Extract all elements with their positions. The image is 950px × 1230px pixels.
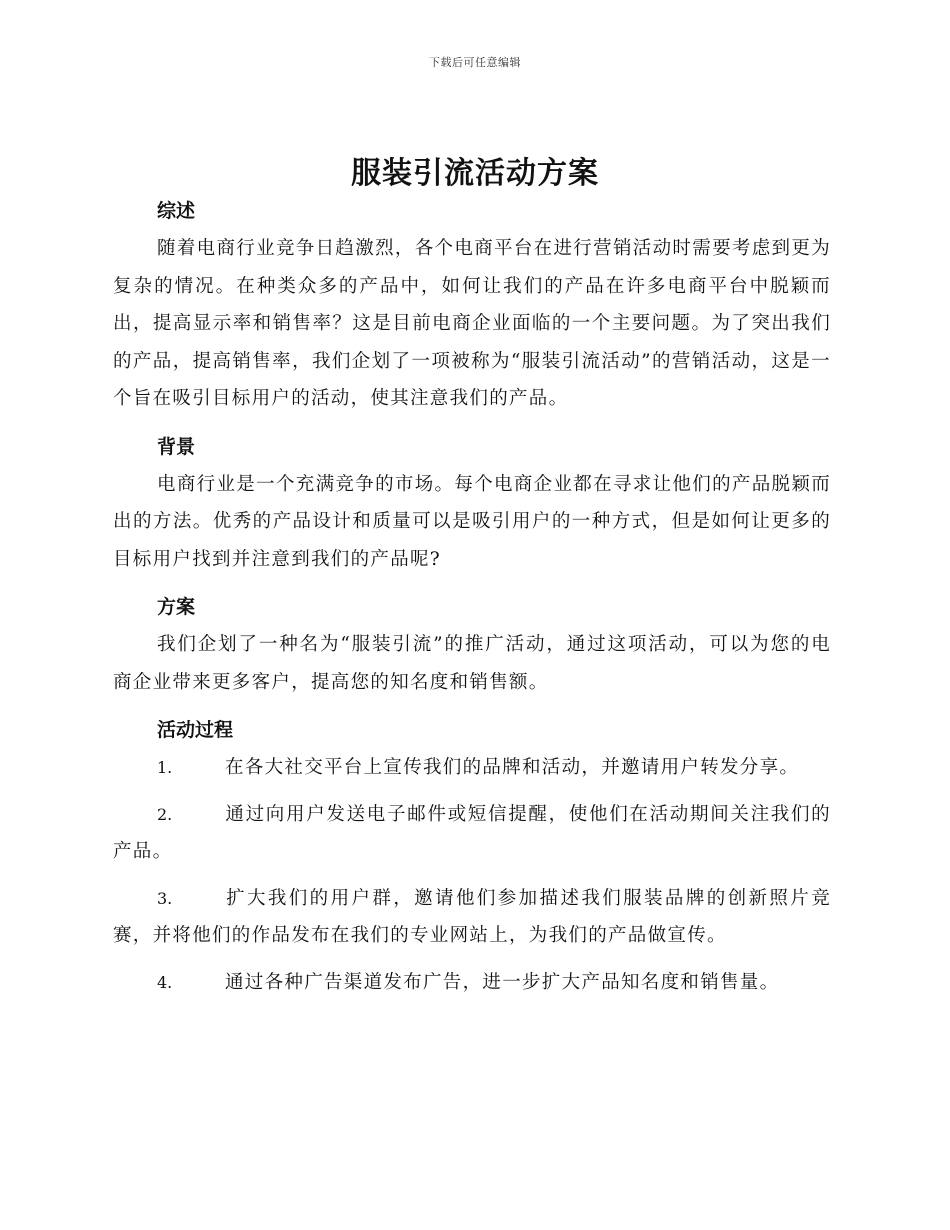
section-heading-overview: 综述 xyxy=(157,200,196,222)
process-list xyxy=(113,749,831,1001)
list-item-text: 扩大我们的用户群，邀请他们参加描述我们服装品牌的创新照片竞赛，并将他们的作品发布在我们的专业网站上，为我们的产品做宣传。 xyxy=(113,887,831,946)
list-item-number: 3. xyxy=(157,888,173,908)
section-heading-plan: 方案 xyxy=(157,596,196,618)
overview-paragraph: 随着电商行业竞争日趋激烈，各个电商平台在进行营销活动时需要考虑到更为复杂的情况。在种类众多的产品中，如何让我们的产品在许多电商平台中脱颖而出，提高显示率和销售率？这是目前电商企业面临的一个主要问题。为了突出我们的产品，提高销售率，我们企划了一项被称为“服装引流活动”的营销活动，这是一个旨在吸引目标用户的活动，使其注意我们的产品。 xyxy=(113,238,831,409)
list-item xyxy=(113,964,831,1002)
list-item-text: 在各大社交平台上宣传我们的品牌和活动，并邀请用户转发分享。 xyxy=(225,757,800,778)
list-item xyxy=(113,880,831,955)
list-item-number: 2. xyxy=(157,804,173,824)
background-paragraph: 电商行业是一个充满竞争的市场。每个电商企业都在寻求让他们的产品脱颖而出的方法。优秀的产品设计和质量可以是吸引用户的一种方式，但是如何让更多的目标用户找到并注意到我们的产品呢? xyxy=(113,473,831,570)
list-item-number: 4. xyxy=(157,972,173,992)
header-note: 下载后可任意编辑 xyxy=(429,56,521,69)
list-item-text: 通过各种广告渠道发布广告，进一步扩大产品知名度和销售量。 xyxy=(225,971,780,993)
document-body xyxy=(113,192,831,1010)
section-heading-process: 活动过程 xyxy=(157,719,234,741)
plan-paragraph: 我们企划了一种名为“服装引流”的推广活动，通过这项活动，可以为您的电商企业带来更多客户，提高您的知名度和销售额。 xyxy=(113,634,831,693)
page-title: 服装引流活动方案 xyxy=(351,156,599,191)
list-item-text: 通过向用户发送电子邮件或短信提醒，使他们在活动期间关注我们的产品。 xyxy=(113,803,831,862)
list-item-number: 1. xyxy=(157,758,173,777)
list-item xyxy=(113,749,831,787)
list-item xyxy=(113,796,831,871)
section-heading-background: 背景 xyxy=(157,435,196,458)
